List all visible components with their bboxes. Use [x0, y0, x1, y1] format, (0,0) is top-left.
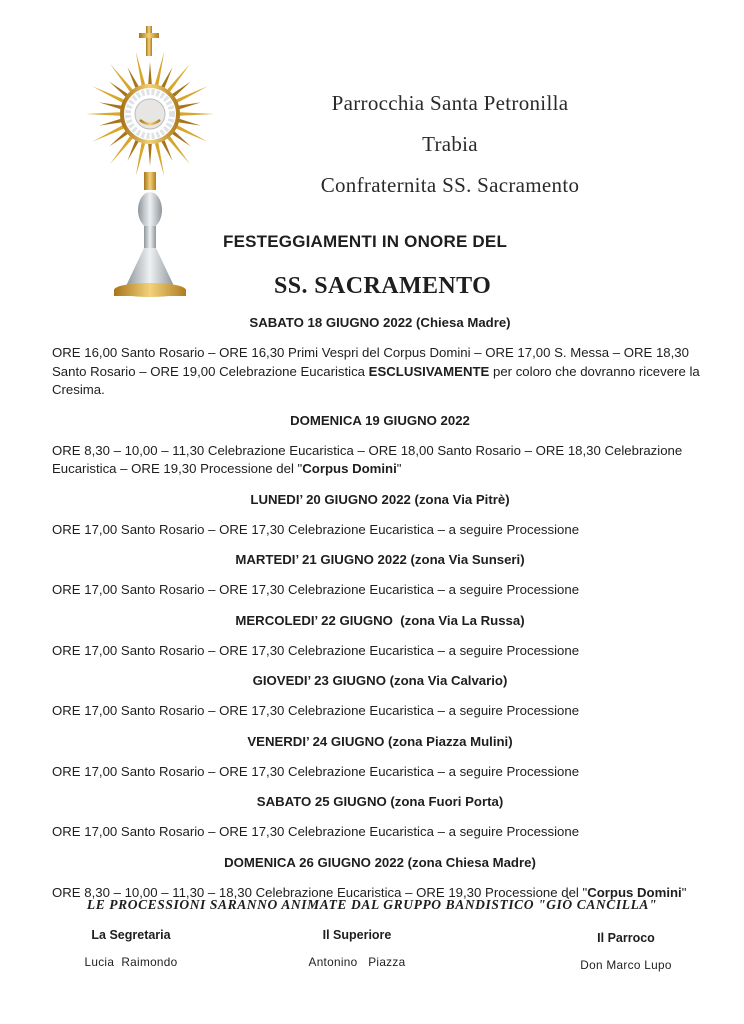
- schedule-text: ORE 17,00 Santo Rosario – ORE 17,30 Celebrazione Eucaristica – a seguire Processione: [52, 521, 580, 537]
- day-schedule: [52, 581, 708, 600]
- day-block: [52, 314, 708, 400]
- monstrance-ray: [167, 136, 190, 164]
- monstrance-icon: [82, 22, 218, 304]
- day-heading: DOMENICA 26 GIUGNO 2022 (zona Chiesa Madre): [224, 854, 536, 870]
- monstrance-ray: [127, 67, 138, 88]
- schedule-text-end: ": [396, 461, 402, 476]
- schedule-text: ORE 17,00 Santo Rosario – ORE 17,30 Celebrazione Eucaristica – a seguire Processione: [52, 763, 580, 779]
- signature-priest: [566, 931, 686, 972]
- monstrance-ray: [136, 52, 145, 86]
- title-line-1: FESTEGGIAMENTI IN ONORE DEL: [223, 232, 508, 251]
- day-schedule: [52, 442, 708, 479]
- day-heading: MERCOLEDI’ 22 GIUGNO (zona Via La Russa): [235, 612, 525, 628]
- day-block: [52, 612, 708, 661]
- monstrance-ray: [180, 112, 214, 116]
- town-name: Trabia: [422, 132, 478, 156]
- monstrance-ray: [161, 140, 172, 161]
- day-block: [52, 793, 708, 842]
- signature-name: Antonino Piazza: [308, 955, 406, 969]
- schedule-text: ORE 17,00 Santo Rosario – ORE 17,30 Celebrazione Eucaristica – a seguire Processione: [52, 703, 580, 718]
- day-schedule: [52, 823, 708, 842]
- monstrance-ray: [110, 64, 133, 92]
- band-note: LE PROCESSIONI SARANNO ANIMATE DAL GRUPPO BANDISTICO "GIÒ CANCILLA": [86, 897, 658, 912]
- day-heading: VENERDI’ 24 GIUGNO (zona Piazza Mulini): [247, 733, 513, 749]
- signature-name: Lucia Raimondo: [84, 955, 178, 969]
- monstrance-ray: [167, 64, 190, 92]
- schedule-emphasis: ESCLUSIVAMENTE: [368, 363, 490, 379]
- monstrance-ray: [155, 143, 164, 177]
- confraternity-name: Confraternita SS. Sacramento: [320, 173, 580, 197]
- day-block: [52, 854, 708, 903]
- signature-role: Il Parroco: [597, 931, 655, 945]
- parish-header: [250, 88, 650, 211]
- signature-secretary: [76, 928, 186, 969]
- day-heading: LUNEDI’ 20 GIUGNO 2022 (zona Via Pitrè): [250, 491, 510, 507]
- monstrance-ray: [99, 102, 121, 109]
- day-heading: DOMENICA 19 GIUGNO 2022: [290, 412, 470, 428]
- day-heading: GIOVEDI’ 23 GIUGNO (zona Via Calvario): [252, 673, 508, 688]
- title-line-2: SS. SACRAMENTO: [274, 273, 492, 299]
- monstrance-ray: [179, 102, 201, 109]
- monstrance-ray: [161, 67, 172, 88]
- schedule-text: ORE 17,00 Santo Rosario – ORE 17,30 Celebrazione Eucaristica – a seguire Processione: [52, 582, 580, 597]
- schedule-text: ORE 16,00 Santo Rosario – ORE 16,30 Primi Vespri del Corpus Domini – ORE 17,00 S. Messa – ORE 18,30 Santo Rosario – ORE 19,00 Celebrazione Eucaristica: [52, 345, 689, 379]
- monstrance-ray: [148, 62, 152, 84]
- parish-name: Parrocchia Santa Petronilla: [331, 91, 569, 115]
- monstrance-ray: [136, 143, 145, 177]
- day-block: [52, 672, 708, 721]
- monstrance-ray: [86, 112, 120, 116]
- day-heading: MARTEDI’ 21 GIUGNO 2022 (zona Via Sunseri): [235, 552, 525, 567]
- program-schedule: [52, 314, 708, 914]
- schedule-text: ORE 17,00 Santo Rosario – ORE 17,30 Celebrazione Eucaristica – a seguire Processione: [52, 642, 580, 658]
- day-schedule: [52, 642, 708, 661]
- schedule-text: ORE 8,30 – 10,00 – 11,30 Celebrazione Eucaristica – ORE 18,00 Santo Rosario – ORE 18,30 Celebrazione Eucaristica – ORE 19,30 Processione del ": [52, 442, 683, 476]
- schedule-text: ORE 17,00 Santo Rosario – ORE 17,30 Celebrazione Eucaristica – a seguire Processione: [52, 824, 580, 839]
- day-schedule: [52, 763, 708, 782]
- day-block: [52, 412, 708, 479]
- day-schedule: [52, 344, 708, 400]
- day-heading: SABATO 25 GIUGNO (zona Fuori Porta): [256, 794, 504, 809]
- schedule-text: ORE 8,30 – 10,00 – 11,30 – 18,30 Celebrazione Eucaristica – ORE 19,30 Processione del ": [52, 884, 588, 900]
- monstrance-ray: [110, 136, 133, 164]
- monstrance-ray: [148, 144, 152, 166]
- monstrance-ray: [127, 140, 138, 161]
- schedule-emphasis: Corpus Domini: [587, 884, 682, 900]
- schedule-text-end: ": [681, 884, 687, 900]
- schedule-emphasis: Corpus Domini: [302, 461, 397, 476]
- signature-role: La Segretaria: [91, 928, 171, 942]
- schedule-text-end: per coloro che dovranno ricevere la Cresima.: [52, 363, 700, 397]
- monstrance-ray: [179, 119, 201, 126]
- monstrance-ray: [155, 52, 164, 86]
- signature-name: Don Marco Lupo: [580, 958, 672, 972]
- day-block: [52, 491, 708, 540]
- day-block: [52, 551, 708, 600]
- signature-role: Il Superiore: [322, 928, 392, 942]
- day-schedule: [52, 702, 708, 721]
- monstrance-ray: [99, 119, 121, 126]
- day-block: [52, 733, 708, 782]
- signature-superior: [302, 928, 412, 969]
- day-heading: SABATO 18 GIUGNO 2022 (Chiesa Madre): [249, 315, 511, 330]
- day-schedule: [52, 521, 708, 540]
